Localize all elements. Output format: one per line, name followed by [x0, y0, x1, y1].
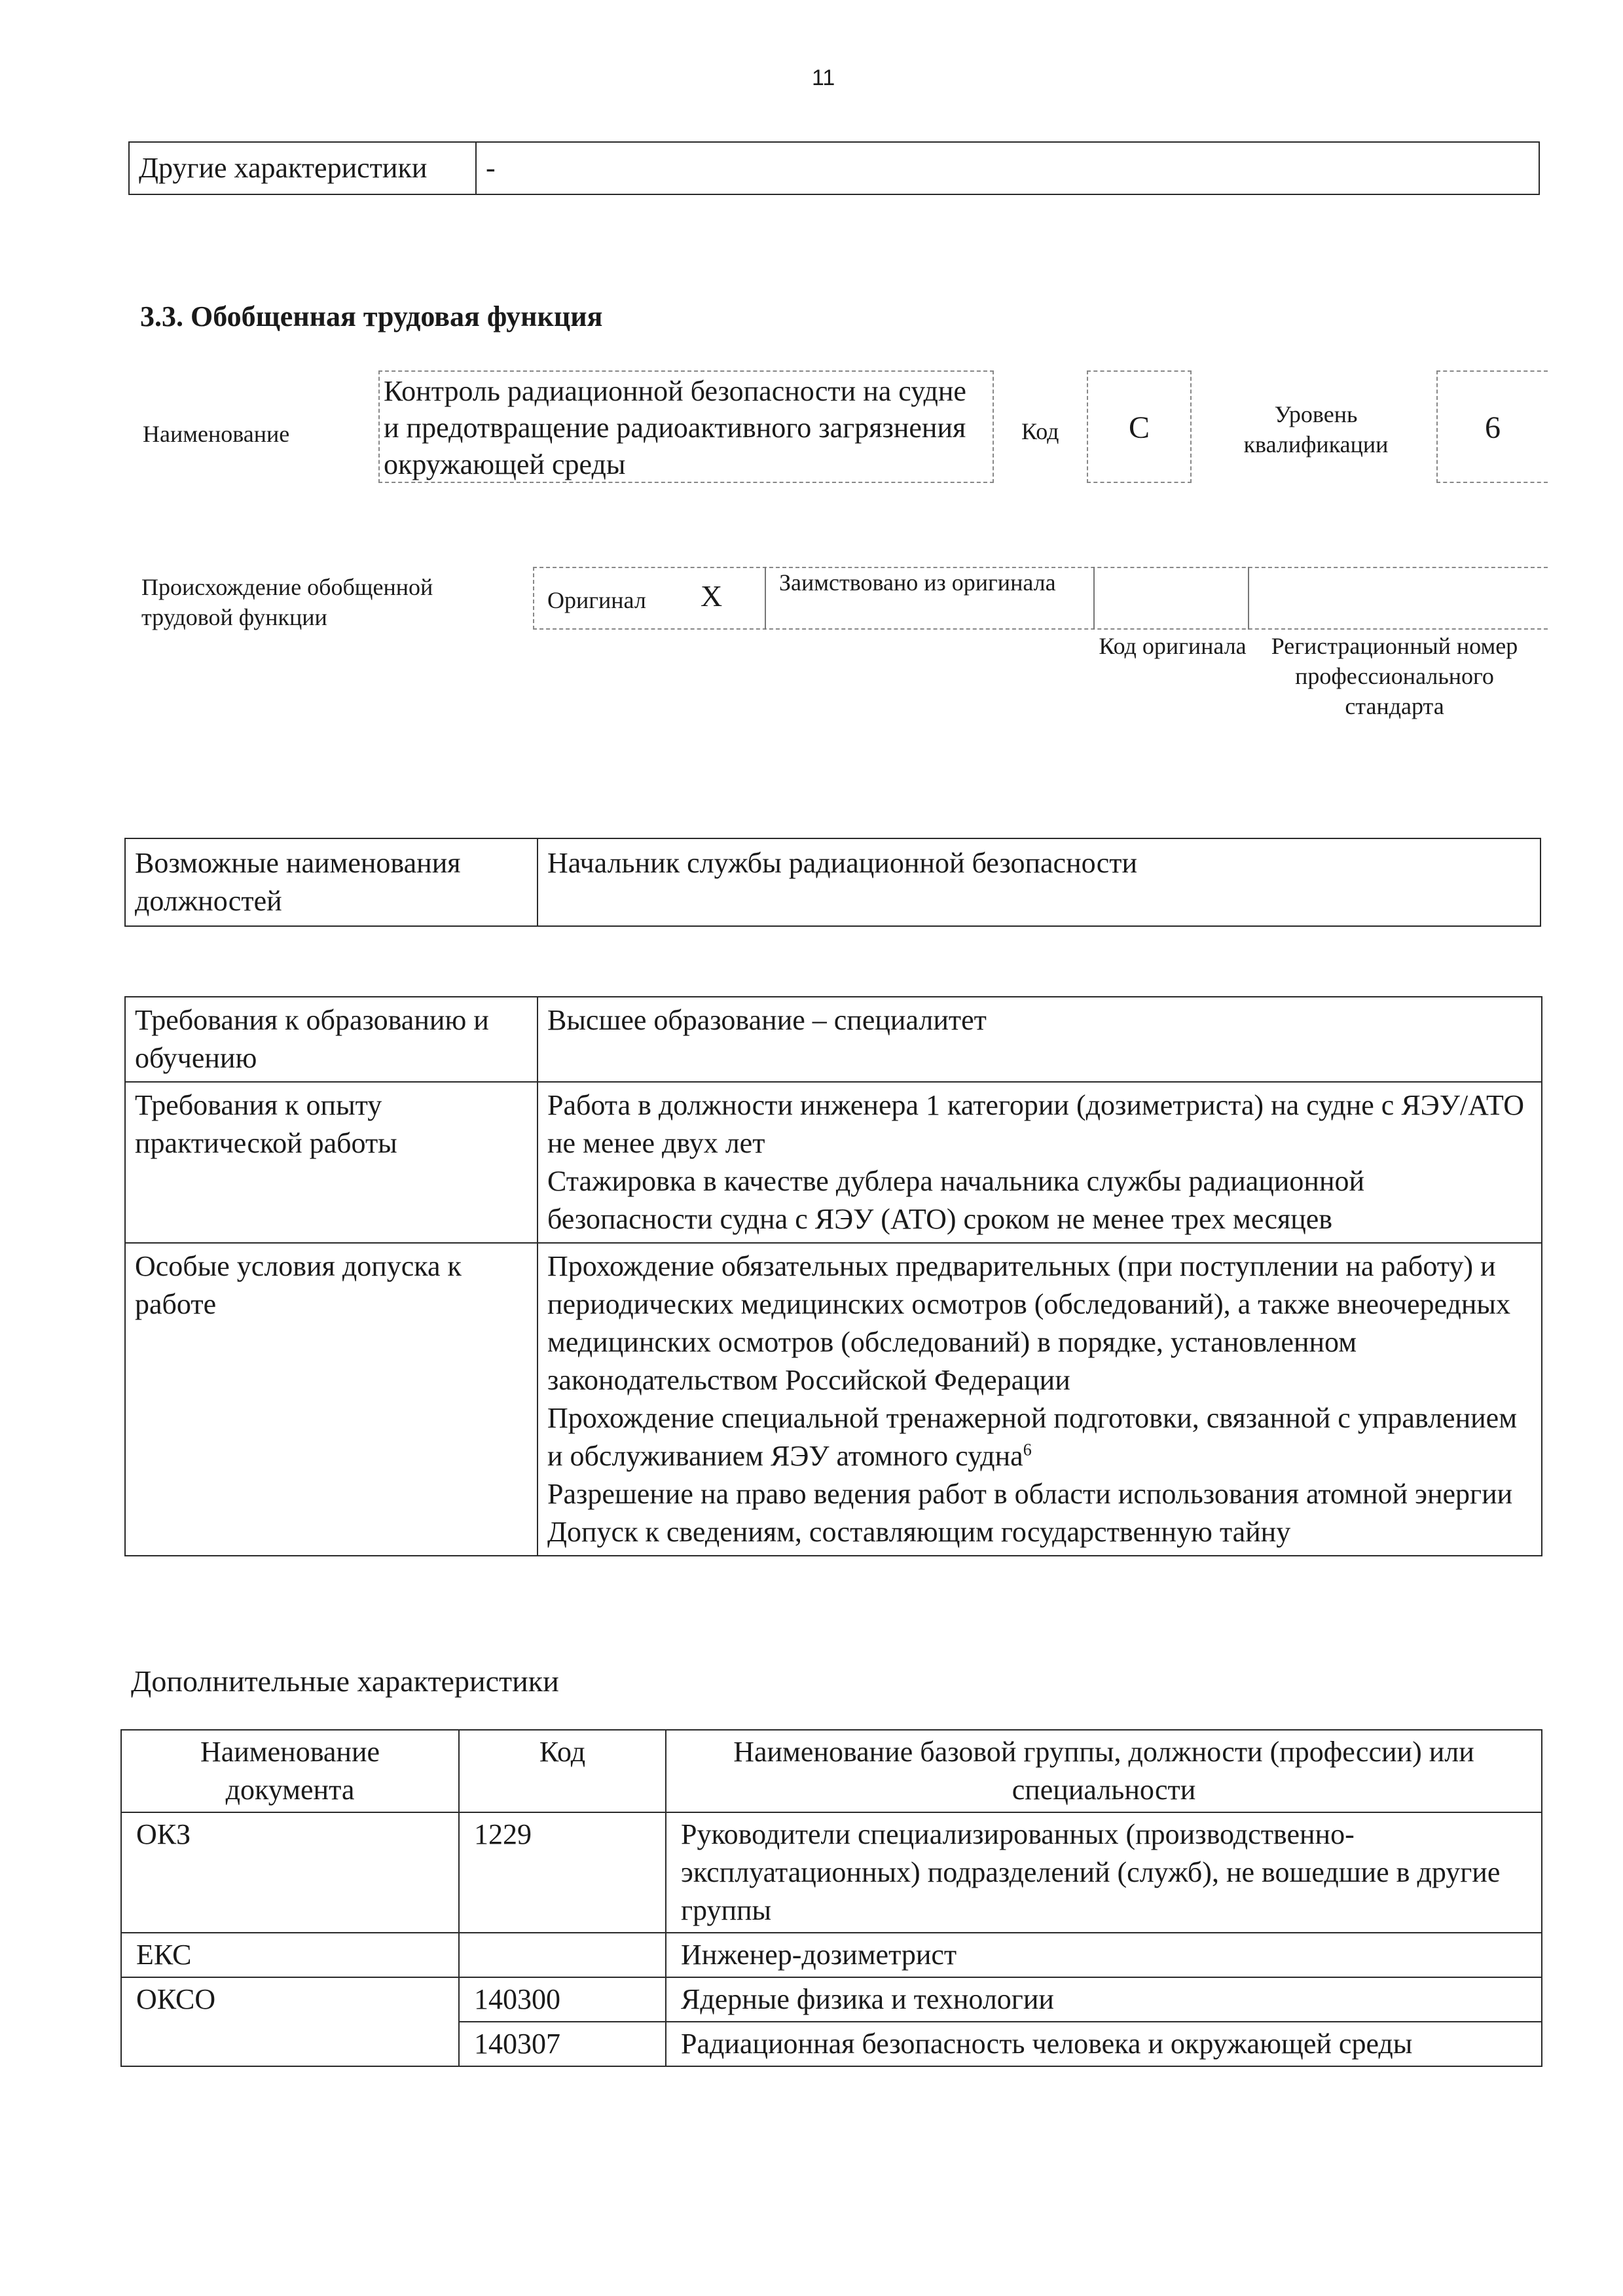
code-label: Код: [1021, 418, 1059, 444]
other-characteristics-label: Другие характеристики: [129, 142, 476, 194]
requirement-value: [538, 1082, 1542, 1243]
requirement-value: [538, 1243, 1542, 1556]
name-cell: Руководители специализированных (производственно-эксплуатационных) подразделений (служб), не вошедшие в другие группы: [666, 1812, 1542, 1933]
code-cell: 140307: [459, 2022, 666, 2066]
original-label: Оригинал: [547, 587, 646, 613]
origin-label: Происхождение обобщенной трудовой функции: [141, 574, 433, 630]
requirement-line: Высшее образование – специалитет: [547, 1004, 987, 1036]
footnote-marker: 6: [1023, 1440, 1032, 1460]
requirement-label: Особые условия допуска к работе: [125, 1243, 538, 1556]
additional-table: [120, 1729, 1542, 2067]
positions-label: Возможные наименования должностей: [125, 838, 538, 926]
requirement-label: Требования к образованию и обучению: [125, 997, 538, 1082]
requirement-line: [547, 1399, 1532, 1475]
other-characteristics-value: -: [476, 142, 1539, 194]
function-name-box: [378, 370, 994, 483]
level-value: 6: [1485, 410, 1501, 445]
requirement-line: Стажировка в качестве дублера начальника службы радиационной безопасности судна с ЯЭУ (АТО) сроком не менее трех месяцев: [547, 1165, 1365, 1235]
divider: [765, 567, 766, 630]
code-original-caption: Код оригинала: [1099, 633, 1247, 659]
doc-cell: ОКЗ: [121, 1812, 459, 1933]
doc-cell: ОКСО: [121, 1977, 459, 2066]
requirement-label: Требования к опыту практической работы: [125, 1082, 538, 1243]
table-row: [125, 1082, 1542, 1243]
function-name: Контроль радиационной безопасности на судне и предотвращение радиоактивного загрязнения окружающей среды: [384, 375, 966, 480]
column-header: Наименование документа: [121, 1730, 459, 1812]
code-value: C: [1128, 410, 1150, 445]
divider: [1093, 567, 1095, 630]
other-characteristics-table: [128, 141, 1540, 195]
code-cell: 140300: [459, 1977, 666, 2022]
section-title: 3.3. Обобщенная трудовая функция: [140, 300, 603, 332]
positions-table: [124, 838, 1541, 927]
name-cell: Инженер-дозиметрист: [666, 1933, 1542, 1977]
requirements-table: [124, 996, 1542, 1556]
requirement-value: [538, 997, 1542, 1082]
requirement-line: Разрешение на право ведения работ в области использования атомной энергии: [547, 1478, 1513, 1510]
divider: [1248, 567, 1249, 630]
doc-cell: ЕКС: [121, 1933, 459, 1977]
reg-number-caption: Регистрационный номер профессионального стандарта: [1271, 633, 1518, 719]
column-header: Код: [459, 1730, 666, 1812]
name-cell: Ядерные физика и технологии: [666, 1977, 1542, 2022]
requirement-line: Допуск к сведениям, составляющим государственную тайну: [547, 1516, 1291, 1548]
original-mark: X: [701, 579, 723, 613]
table-row: [125, 997, 1542, 1082]
requirement-line: Прохождение обязательных предварительных (при поступлении на работу) и периодических медицинских осмотров (обследований), а также внеочередных медицинских осмотров (обследований) в порядке, установленном законодательством Российской Федерации: [547, 1250, 1510, 1396]
level-label: Уровень квалификации: [1243, 401, 1389, 457]
table-row: [121, 1977, 1542, 2022]
table-row: [121, 1812, 1542, 1933]
borrowed-label: Заимствовано из оригинала: [779, 569, 1056, 596]
level-box: [1436, 370, 1548, 483]
code-cell: 1229: [459, 1812, 666, 1933]
table-row: [121, 1933, 1542, 1977]
requirement-line: Работа в должности инженера 1 категории (дозиметриста) на судне с ЯЭУ/АТО не менее двух лет: [547, 1089, 1525, 1159]
name-label: Наименование: [143, 421, 290, 447]
table-row: [125, 1243, 1542, 1556]
table-header-row: [121, 1730, 1542, 1812]
additional-title: Дополнительные характеристики: [131, 1664, 559, 1698]
name-cell: Радиационная безопасность человека и окружающей среды: [666, 2022, 1542, 2066]
code-box: [1087, 370, 1192, 483]
requirement-line-text: Прохождение специальной тренажерной подготовки, связанной с управлением и обслуживанием ЯЭУ атомного судна: [547, 1402, 1518, 1472]
positions-value: Начальник службы радиационной безопасности: [538, 838, 1541, 926]
column-header: Наименование базовой группы, должности (профессии) или специальности: [666, 1730, 1542, 1812]
code-cell: [459, 1933, 666, 1977]
page-number: 11: [812, 65, 835, 90]
